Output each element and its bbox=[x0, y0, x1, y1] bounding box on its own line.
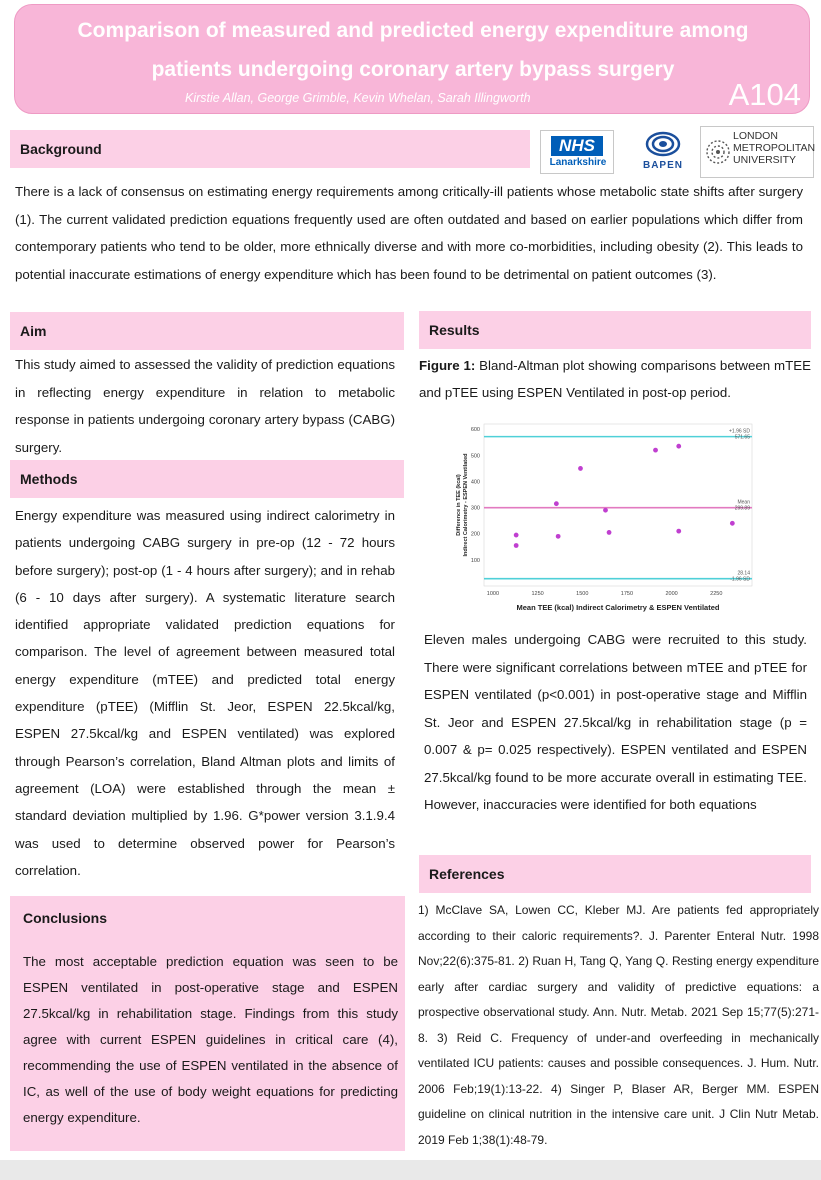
reference-label-lower-top: 28.14 bbox=[737, 570, 750, 577]
y-axis-label-line-2: Indirect Calorimetry - ESPEN Ventilated bbox=[463, 453, 469, 557]
conclusions-box bbox=[10, 896, 405, 1151]
data-point bbox=[676, 444, 681, 449]
data-point bbox=[676, 529, 681, 534]
aim-text: This study aimed to assessed the validity of prediction equations in reflecting energy expenditure in relation to metabolic response in patients undergoing coronary artery bypass (CABG) surgery. bbox=[15, 357, 395, 455]
methods-heading: Methods bbox=[10, 460, 404, 498]
conclusions-heading: Conclusions bbox=[23, 910, 108, 926]
x-tick-label: 2000 bbox=[665, 591, 678, 597]
data-point bbox=[653, 448, 658, 453]
x-tick-label: 1500 bbox=[576, 591, 589, 597]
bapen-text: BAPEN bbox=[642, 160, 683, 171]
bland-altman-chart bbox=[452, 410, 810, 625]
nhs-logo bbox=[540, 130, 614, 174]
y-tick-label: 100 bbox=[470, 557, 480, 564]
reference-label-upper-bottom: 571.65 bbox=[734, 434, 750, 441]
data-point bbox=[554, 501, 559, 506]
y-tick-label: 300 bbox=[470, 505, 480, 512]
x-tick-label: 1250 bbox=[531, 591, 544, 597]
bapen-logo bbox=[628, 130, 698, 174]
bapen-emblem-icon bbox=[628, 130, 698, 160]
nhs-sub: Lanarkshire bbox=[549, 157, 607, 168]
y-axis-label-line-1: Difference in TEE (kcal) bbox=[456, 474, 462, 536]
data-point bbox=[578, 466, 583, 471]
background-text: There is a lack of consensus on estimating energy requirements among critically-ill patients whose metabolic state shifts after surgery (1). The current validated prediction equations frequently used are often outdated and based on earlier populations which differ from contemporary patients who tend to be older, more ethnically diverse and with more co-morbidities, including obesity (2). This leads to potential inaccurate estimations of energy expenditure which has been found to be detrimental on patient outcomes (3). bbox=[15, 184, 803, 282]
figure-caption-text: Bland-Altman plot showing comparisons between mTEE and pTEE using ESPEN Ventilated in post-op period. bbox=[419, 358, 811, 400]
y-tick-label: 400 bbox=[470, 479, 480, 486]
figure-label: Figure 1: bbox=[419, 358, 476, 373]
lmu-line-1: LONDON bbox=[733, 130, 778, 142]
reference-label-mean-top: Mean bbox=[737, 499, 750, 506]
nhs-badge: NHS bbox=[551, 136, 603, 156]
reference-label-upper-top: +1.96 SD bbox=[729, 428, 750, 435]
data-point bbox=[556, 534, 561, 539]
bottom-bar bbox=[0, 1160, 821, 1180]
background-heading: Background bbox=[10, 130, 530, 168]
data-point bbox=[514, 543, 519, 548]
title-banner bbox=[14, 4, 810, 114]
data-point bbox=[603, 508, 608, 513]
y-tick-label: 200 bbox=[470, 531, 480, 538]
title-line-1: Comparison of measured and predicted energy expenditure among bbox=[77, 19, 749, 42]
lmu-logo bbox=[700, 126, 814, 178]
references-heading: References bbox=[419, 855, 811, 893]
x-tick-label: 1750 bbox=[620, 591, 634, 597]
references-text: 1) McClave SA, Lowen CC, Kleber MJ. Are patients fed appropriately according to their caloric requirements?. J. Parenter Enteral Nutr. 1998 Nov;22(6):375-81. 2) Ruan H, Tang Q, Yang Q. Resting energy expenditure early after cardiac surgery and validity of predictive equations: a prospective observational study. Ann. Nutr. Metab. 2021 Sep 15;77(5):271-8. 3) Reid C. Frequency of under-and overfeeding in mechanically ventilated ICU patients: causes and possible consequences. J. Hum. Nutr. 2006 Feb;19(1):13-22. 4) Singer P, Blaser AR, Berger MM. ESPEN guideline on clinical nutrition in the intensive care unit. J Clin Nutr Metab. 2019 Feb 1;38(1):48-79. bbox=[418, 903, 819, 1147]
reference-label-mean-bottom: 299.89 bbox=[734, 505, 750, 512]
authors: Kirstie Allan, George Grimble, Kevin Whelan, Sarah Illingworth bbox=[185, 91, 531, 105]
bland-altman-figure bbox=[452, 410, 810, 625]
methods-text: Energy expenditure was measured using indirect calorimetry in patients undergoing CABG surgery in pre-op (12 - 72 hours before surgery); post-op (1 - 4 hours after surgery); and in rehab (6 - 10 days after surgery). A systematic literature search identified appropriate validated prediction equations for comparison. The level of agreement between measured total energy expenditure (mTEE) and predicted total energy expenditure (pTEE) (Mifflin St. Jeor, ESPEN 22.5kcal/kg, ESPEN 27.5kcal/kg and ESPEN ventilated) was explored through Pearson’s correlation, Bland Altman plots and limits of agreement (LOA) were established through the mean ± standard deviation multiplied by 1.96. G*power version 3.1.9.4 was used to determine observed power for Pearson’s correlation. bbox=[15, 508, 395, 878]
title-line-2: patients undergoing coronary artery bypass surgery bbox=[151, 58, 675, 81]
aim-heading: Aim bbox=[10, 312, 404, 350]
reference-label-lower-bottom: -1.96 SD bbox=[730, 576, 750, 583]
x-tick-label: 1000 bbox=[486, 591, 500, 597]
y-tick-label: 600 bbox=[470, 427, 480, 434]
data-point bbox=[730, 521, 735, 526]
plot-area bbox=[484, 424, 752, 586]
conclusions-text: The most acceptable prediction equation was seen to be ESPEN ventilated in post-operative stage and ESPEN 27.5kcal/kg in rehabilitation stage. Findings from this study agree with current ESPEN guidelines in critical care (4), recommending the use of ESPEN ventilated in the absence of IC, as well of the use of body weight equations for predicting energy expenditure. bbox=[23, 954, 398, 1125]
results-text: Eleven males undergoing CABG were recruited to this study. There were significant correlations between mTEE and pTEE for ESPEN ventilated (p<0.001) in post-operative stage and Mifflin St. Jeor and ESPEN 27.5kcal/kg in rehabilitation stage (p = 0.007 & p= 0.025 respectively). ESPEN ventilated and ESPEN 27.5kcal/kg found to be more accurate overall in estimating TEE. However, inaccuracies were identified for both equations bbox=[424, 632, 807, 812]
lmu-text bbox=[733, 130, 815, 166]
x-axis-label: Mean TEE (kcal) Indirect Calorimetry & ESPEN Ventilated bbox=[516, 603, 720, 612]
poster-code: A104 bbox=[728, 77, 801, 112]
lmu-emblem-icon bbox=[703, 127, 733, 177]
results-heading: Results bbox=[419, 311, 811, 349]
data-point bbox=[607, 530, 612, 535]
lmu-line-2: METROPOLITAN bbox=[733, 142, 816, 154]
lmu-line-3: UNIVERSITY bbox=[733, 154, 797, 166]
y-tick-label: 500 bbox=[470, 453, 480, 460]
figure-caption bbox=[419, 352, 811, 406]
x-tick-label: 2250 bbox=[710, 591, 723, 597]
data-point bbox=[514, 533, 519, 538]
logos bbox=[536, 126, 814, 178]
